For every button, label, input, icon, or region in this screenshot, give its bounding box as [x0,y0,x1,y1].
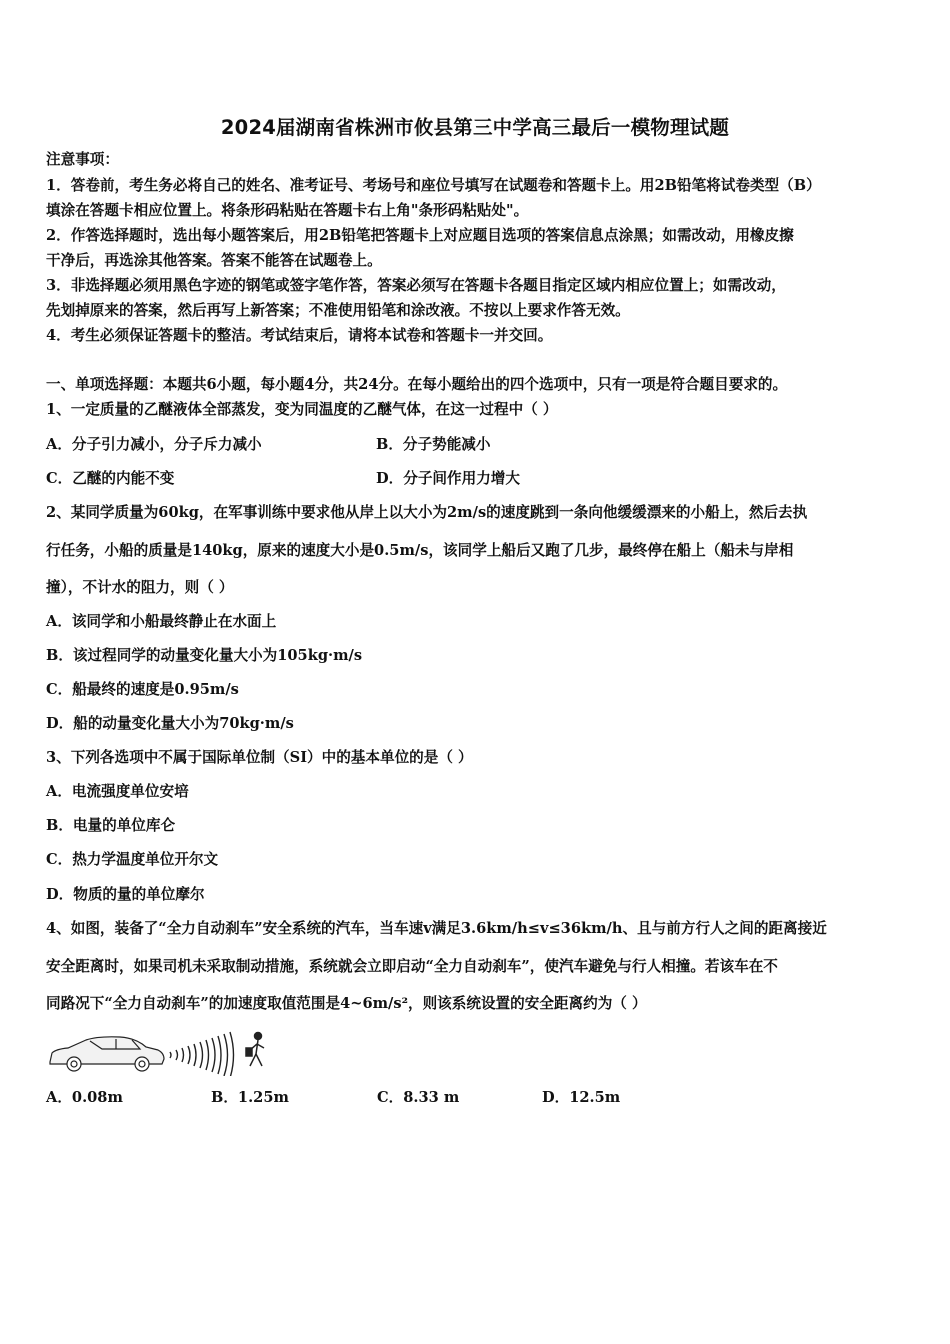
notice-line: 3．非选择题必须用黑色字迹的钢笔或签字笔作答，答案必须写在答题卡各题目指定区域内相应位置上；如需改动， [46,277,786,294]
notice-line: 1．答卷前，考生务必将自己的姓名、准考证号、考场号和座位号填写在试题卷和答题卡上。用2B铅笔将试卷类型（B） [46,177,821,194]
section-heading: 一、单项选择题：本题共6小题，每小题4分，共24分。在每小题给出的四个选项中，只有一项是符合题目要求的。 [46,376,788,393]
notice-line: 干净后，再选涂其他答案。答案不能答在试题卷上。 [46,252,382,269]
page-title: 2024届湖南省株洲市攸县第三中学高三最后一模物理试题 [220,116,730,139]
q2-option-b: B．该过程同学的动量变化量大小为105kg·m/s [46,647,363,664]
notice-heading: 注意事项： [46,151,119,168]
q3-stem: 3、下列各选项中不属于国际单位制（SI）中的基本单位的是（ ） [46,749,473,766]
q2-option-c: C．船最终的速度是0.95m/s [46,681,239,698]
q4-option-b: B．1.25m [211,1089,289,1106]
q1-option-d: D．分子间作用力增大 [376,470,521,487]
q4-stem-line: 4、如图，装备了“全力自动刹车”安全系统的汽车，当车速v满足3.6km/h≤v≤36km/h、且与前方行人之间的距离接近 [46,920,827,937]
q2-stem-line: 2、某同学质量为60kg，在军事训练中要求他从岸上以大小为2m/s的速度跳到一条向他缓缓漂来的小船上，然后去执 [46,504,808,521]
q4-option-a: A．0.08m [46,1089,123,1106]
q2-stem-line: 行任务，小船的质量是140kg，原来的速度大小是0.5m/s，该同学上船后又跑了几步，最终停在船上（船未与岸相 [46,542,794,559]
q3-option-d: D．物质的量的单位摩尔 [46,886,205,903]
q1-option-b: B．分子势能减小 [376,436,491,453]
q4-option-d: D．12.5m [542,1089,621,1106]
q2-stem-line: 撞），不计水的阻力，则（ ） [46,579,234,596]
notice-line: 填涂在答题卡相应位置上。将条形码粘贴在答题卡右上角"条形码粘贴处"。 [46,202,529,219]
q1-option-a: A．分子引力减小，分子斥力减小 [46,436,262,453]
q4-option-c: C．8.33 m [377,1089,460,1106]
q4-stem-line: 安全距离时，如果司机未采取制动措施，系统就会立即启动“全力自动刹车”，使汽车避免与行人相撞。若该车在不 [46,958,778,975]
q4-stem-line: 同路况下“全力自动刹车”的加速度取值范围是4~6m/s²，则该系统设置的安全距离约为（ ） [46,995,647,1012]
notice-line: 先划掉原来的答案，然后再写上新答案；不准使用铅笔和涂改液。不按以上要求作答无效。 [46,302,630,319]
car-icon [50,1037,164,1071]
notice-line: 2．作答选择题时，选出每小题答案后，用2B铅笔把答题卡上对应题目选项的答案信息点涂黑；如需改动，用橡皮擦 [46,227,794,244]
q1-stem: 1、一定质量的乙醚液体全部蒸发，变为同温度的乙醚气体，在这一过程中（ ） [46,401,558,418]
pedestrian-icon [246,1033,264,1067]
q3-option-c: C．热力学温度单位开尔文 [46,851,219,868]
car-pedestrian-figure [46,1028,286,1076]
sensor-wave-icon [170,1032,234,1076]
q3-option-b: B．电量的单位库仑 [46,817,176,834]
notice-line: 4．考生必须保证答题卡的整洁。考试结束后，请将本试卷和答题卡一并交回。 [46,327,553,344]
q3-option-a: A．电流强度单位安培 [46,783,189,800]
q2-option-a: A．该同学和小船最终静止在水面上 [46,613,277,630]
q2-option-d: D．船的动量变化量大小为70kg·m/s [46,715,294,732]
q1-option-c: C．乙醚的内能不变 [46,470,175,487]
